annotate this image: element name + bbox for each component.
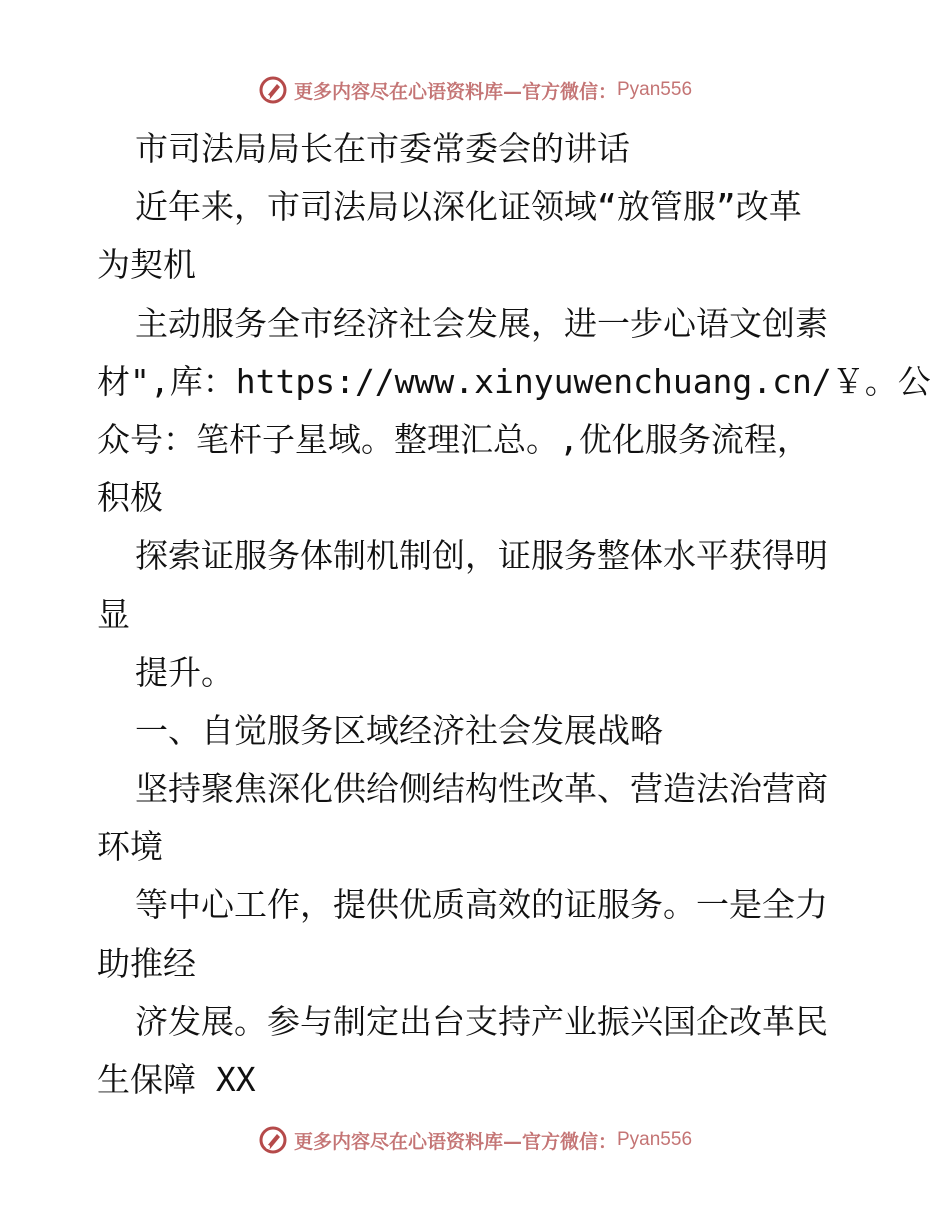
pen-logo-icon [258, 75, 288, 105]
body-text-line: 为契机 [97, 245, 196, 285]
body-text-line: 众号：笔杆子星域。整理汇总。,优化服务流程， [97, 419, 810, 459]
header-banner-wechat-id: Pyan556 [617, 79, 693, 100]
body-text-line: 探索证服务体制机制创，证服务整体水平获得明 [135, 536, 828, 576]
footer-banner-text: 更多内容尽在心语资料库—官方微信： [293, 1130, 617, 1153]
body-text-line: 等中心工作，提供优质高效的证服务。一是全力 [135, 885, 828, 925]
body-text-line: 济发展。参与制定出台支持产业振兴国企改革民 [135, 1001, 828, 1041]
footer-watermark-banner [0, 1120, 950, 1160]
footer-banner-wechat-id: Pyan556 [617, 1129, 693, 1150]
body-text-line: 一、自觉服务区域经济社会发展战略 [135, 710, 663, 750]
header-watermark-banner [0, 70, 950, 110]
header-banner-text: 更多内容尽在心语资料库—官方微信： [293, 80, 617, 103]
body-text-line: 显 [97, 594, 130, 634]
body-text-line: 坚持聚焦深化供给侧结构性改革、营造法治营商 [135, 769, 828, 809]
body-text-line: 近年来，市司法局以深化证领域“放管服”改革 [135, 187, 802, 227]
document-title: 市司法局局长在市委常委会的讲话 [135, 129, 630, 168]
pen-logo-icon [258, 1125, 288, 1155]
body-text-line: 主动服务全市经济社会发展，进一步心语文创素 [135, 303, 828, 343]
body-text-line: 积极 [97, 478, 163, 518]
body-text-line: 生保障 XX [97, 1060, 256, 1099]
body-text-line: 助推经 [97, 943, 196, 983]
body-text-line: 环境 [97, 827, 163, 867]
body-text-line: 提升。 [135, 652, 234, 692]
document-body [97, 120, 931, 1109]
body-text-line: 材",库：https://www.xinyuwenchuang.cn/￥。公 [97, 361, 931, 401]
